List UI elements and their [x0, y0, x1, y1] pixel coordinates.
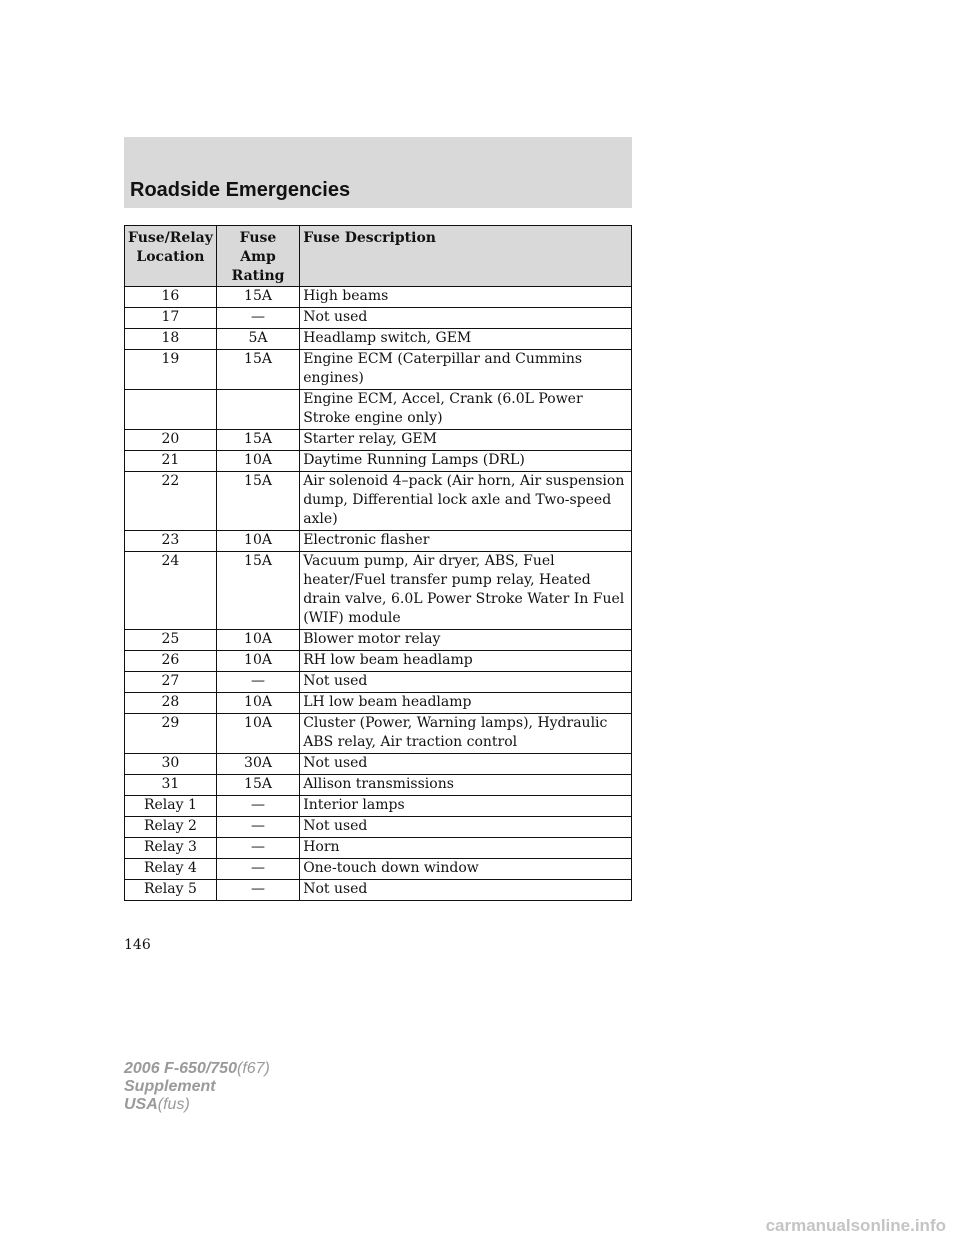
cell-amp-rating: —: [216, 817, 299, 838]
cell-amp-rating: —: [216, 308, 299, 329]
cell-location: [125, 390, 217, 430]
header-description: Fuse Description: [300, 226, 632, 287]
cell-description: Air solenoid 4–pack (Air horn, Air suspension dump, Differential lock axle and Two-speed axle): [300, 472, 632, 531]
table-row: [125, 672, 632, 693]
table-row: [125, 775, 632, 796]
cell-description: One-touch down window: [300, 859, 632, 880]
cell-location: 16: [125, 287, 217, 308]
cell-amp-rating: 30A: [216, 754, 299, 775]
cell-amp-rating: 15A: [216, 775, 299, 796]
cell-location: Relay 3: [125, 838, 217, 859]
cell-location: 18: [125, 329, 217, 350]
cell-description: Cluster (Power, Warning lamps), Hydraulic ABS relay, Air traction control: [300, 714, 632, 754]
cell-location: Relay 5: [125, 880, 217, 901]
cell-amp-rating: 15A: [216, 430, 299, 451]
table-row: [125, 693, 632, 714]
header-amp-rating: Fuse Amp Rating: [216, 226, 299, 287]
cell-description: Not used: [300, 817, 632, 838]
cell-amp-rating: 10A: [216, 714, 299, 754]
table-row: [125, 651, 632, 672]
cell-amp-rating: 15A: [216, 472, 299, 531]
cell-description: Not used: [300, 672, 632, 693]
table-row: [125, 817, 632, 838]
footer-supplement: Supplement: [124, 1078, 216, 1095]
cell-amp-rating: 10A: [216, 693, 299, 714]
table-row: [125, 859, 632, 880]
cell-description: Not used: [300, 754, 632, 775]
footer-model: 2006 F-650/750: [124, 1060, 237, 1077]
table-row: [125, 754, 632, 775]
table-row: [125, 714, 632, 754]
cell-amp-rating: —: [216, 672, 299, 693]
cell-description: Allison transmissions: [300, 775, 632, 796]
fuse-table: [124, 225, 632, 901]
cell-amp-rating: 15A: [216, 350, 299, 390]
cell-description: RH low beam headlamp: [300, 651, 632, 672]
table-row: [125, 390, 632, 430]
section-title: Roadside Emergencies: [130, 179, 351, 201]
cell-location: 20: [125, 430, 217, 451]
table-row: [125, 472, 632, 531]
watermark: carmanualsonline.info: [765, 1216, 946, 1235]
footer: [124, 1060, 270, 1114]
footer-model-code: (f67): [236, 1060, 270, 1077]
cell-amp-rating: —: [216, 838, 299, 859]
cell-description: Engine ECM (Caterpillar and Cummins engines): [300, 350, 632, 390]
cell-description: Starter relay, GEM: [300, 430, 632, 451]
table-row: [125, 287, 632, 308]
footer-line-1: [124, 1060, 270, 1078]
cell-amp-rating: —: [216, 880, 299, 901]
page-number: 146: [124, 937, 151, 953]
table-header-row: [125, 226, 632, 287]
cell-description: Vacuum pump, Air dryer, ABS, Fuel heater/Fuel transfer pump relay, Heated drain valve, 6.0L Power Stroke Water In Fuel (WIF) module: [300, 552, 632, 630]
cell-location: 19: [125, 350, 217, 390]
cell-description: Blower motor relay: [300, 630, 632, 651]
cell-location: 17: [125, 308, 217, 329]
cell-location: 24: [125, 552, 217, 630]
header-location: Fuse/Relay Location: [125, 226, 217, 287]
table-row: [125, 796, 632, 817]
cell-description: Horn: [300, 838, 632, 859]
cell-description: Electronic flasher: [300, 531, 632, 552]
cell-description: Interior lamps: [300, 796, 632, 817]
table-row: [125, 430, 632, 451]
cell-location: 26: [125, 651, 217, 672]
cell-amp-rating: [216, 390, 299, 430]
table-row: [125, 451, 632, 472]
cell-location: 29: [125, 714, 217, 754]
cell-amp-rating: 10A: [216, 531, 299, 552]
cell-location: 25: [125, 630, 217, 651]
cell-location: 31: [125, 775, 217, 796]
table-row: [125, 329, 632, 350]
table-row: [125, 350, 632, 390]
cell-location: Relay 4: [125, 859, 217, 880]
cell-description: Engine ECM, Accel, Crank (6.0L Power Stroke engine only): [300, 390, 632, 430]
cell-description: Not used: [300, 308, 632, 329]
footer-market: USA: [124, 1096, 158, 1113]
cell-amp-rating: —: [216, 796, 299, 817]
cell-amp-rating: 15A: [216, 552, 299, 630]
table-row: [125, 531, 632, 552]
cell-location: 23: [125, 531, 217, 552]
cell-description: LH low beam headlamp: [300, 693, 632, 714]
cell-description: Headlamp switch, GEM: [300, 329, 632, 350]
footer-line-3: [124, 1096, 270, 1114]
cell-location: 21: [125, 451, 217, 472]
cell-description: Not used: [300, 880, 632, 901]
table-body: [125, 287, 632, 901]
table-row: [125, 838, 632, 859]
cell-amp-rating: 10A: [216, 451, 299, 472]
cell-description: High beams: [300, 287, 632, 308]
cell-amp-rating: 15A: [216, 287, 299, 308]
cell-description: Daytime Running Lamps (DRL): [300, 451, 632, 472]
cell-amp-rating: —: [216, 859, 299, 880]
footer-market-code: (fus): [157, 1096, 190, 1113]
table-row: [125, 308, 632, 329]
table-row: [125, 880, 632, 901]
cell-location: 22: [125, 472, 217, 531]
table-row: [125, 552, 632, 630]
cell-amp-rating: 10A: [216, 630, 299, 651]
cell-location: 28: [125, 693, 217, 714]
cell-amp-rating: 5A: [216, 329, 299, 350]
cell-location: 27: [125, 672, 217, 693]
cell-location: Relay 1: [125, 796, 217, 817]
section-header: [124, 137, 632, 208]
table-row: [125, 630, 632, 651]
cell-location: Relay 2: [125, 817, 217, 838]
cell-location: 30: [125, 754, 217, 775]
cell-amp-rating: 10A: [216, 651, 299, 672]
